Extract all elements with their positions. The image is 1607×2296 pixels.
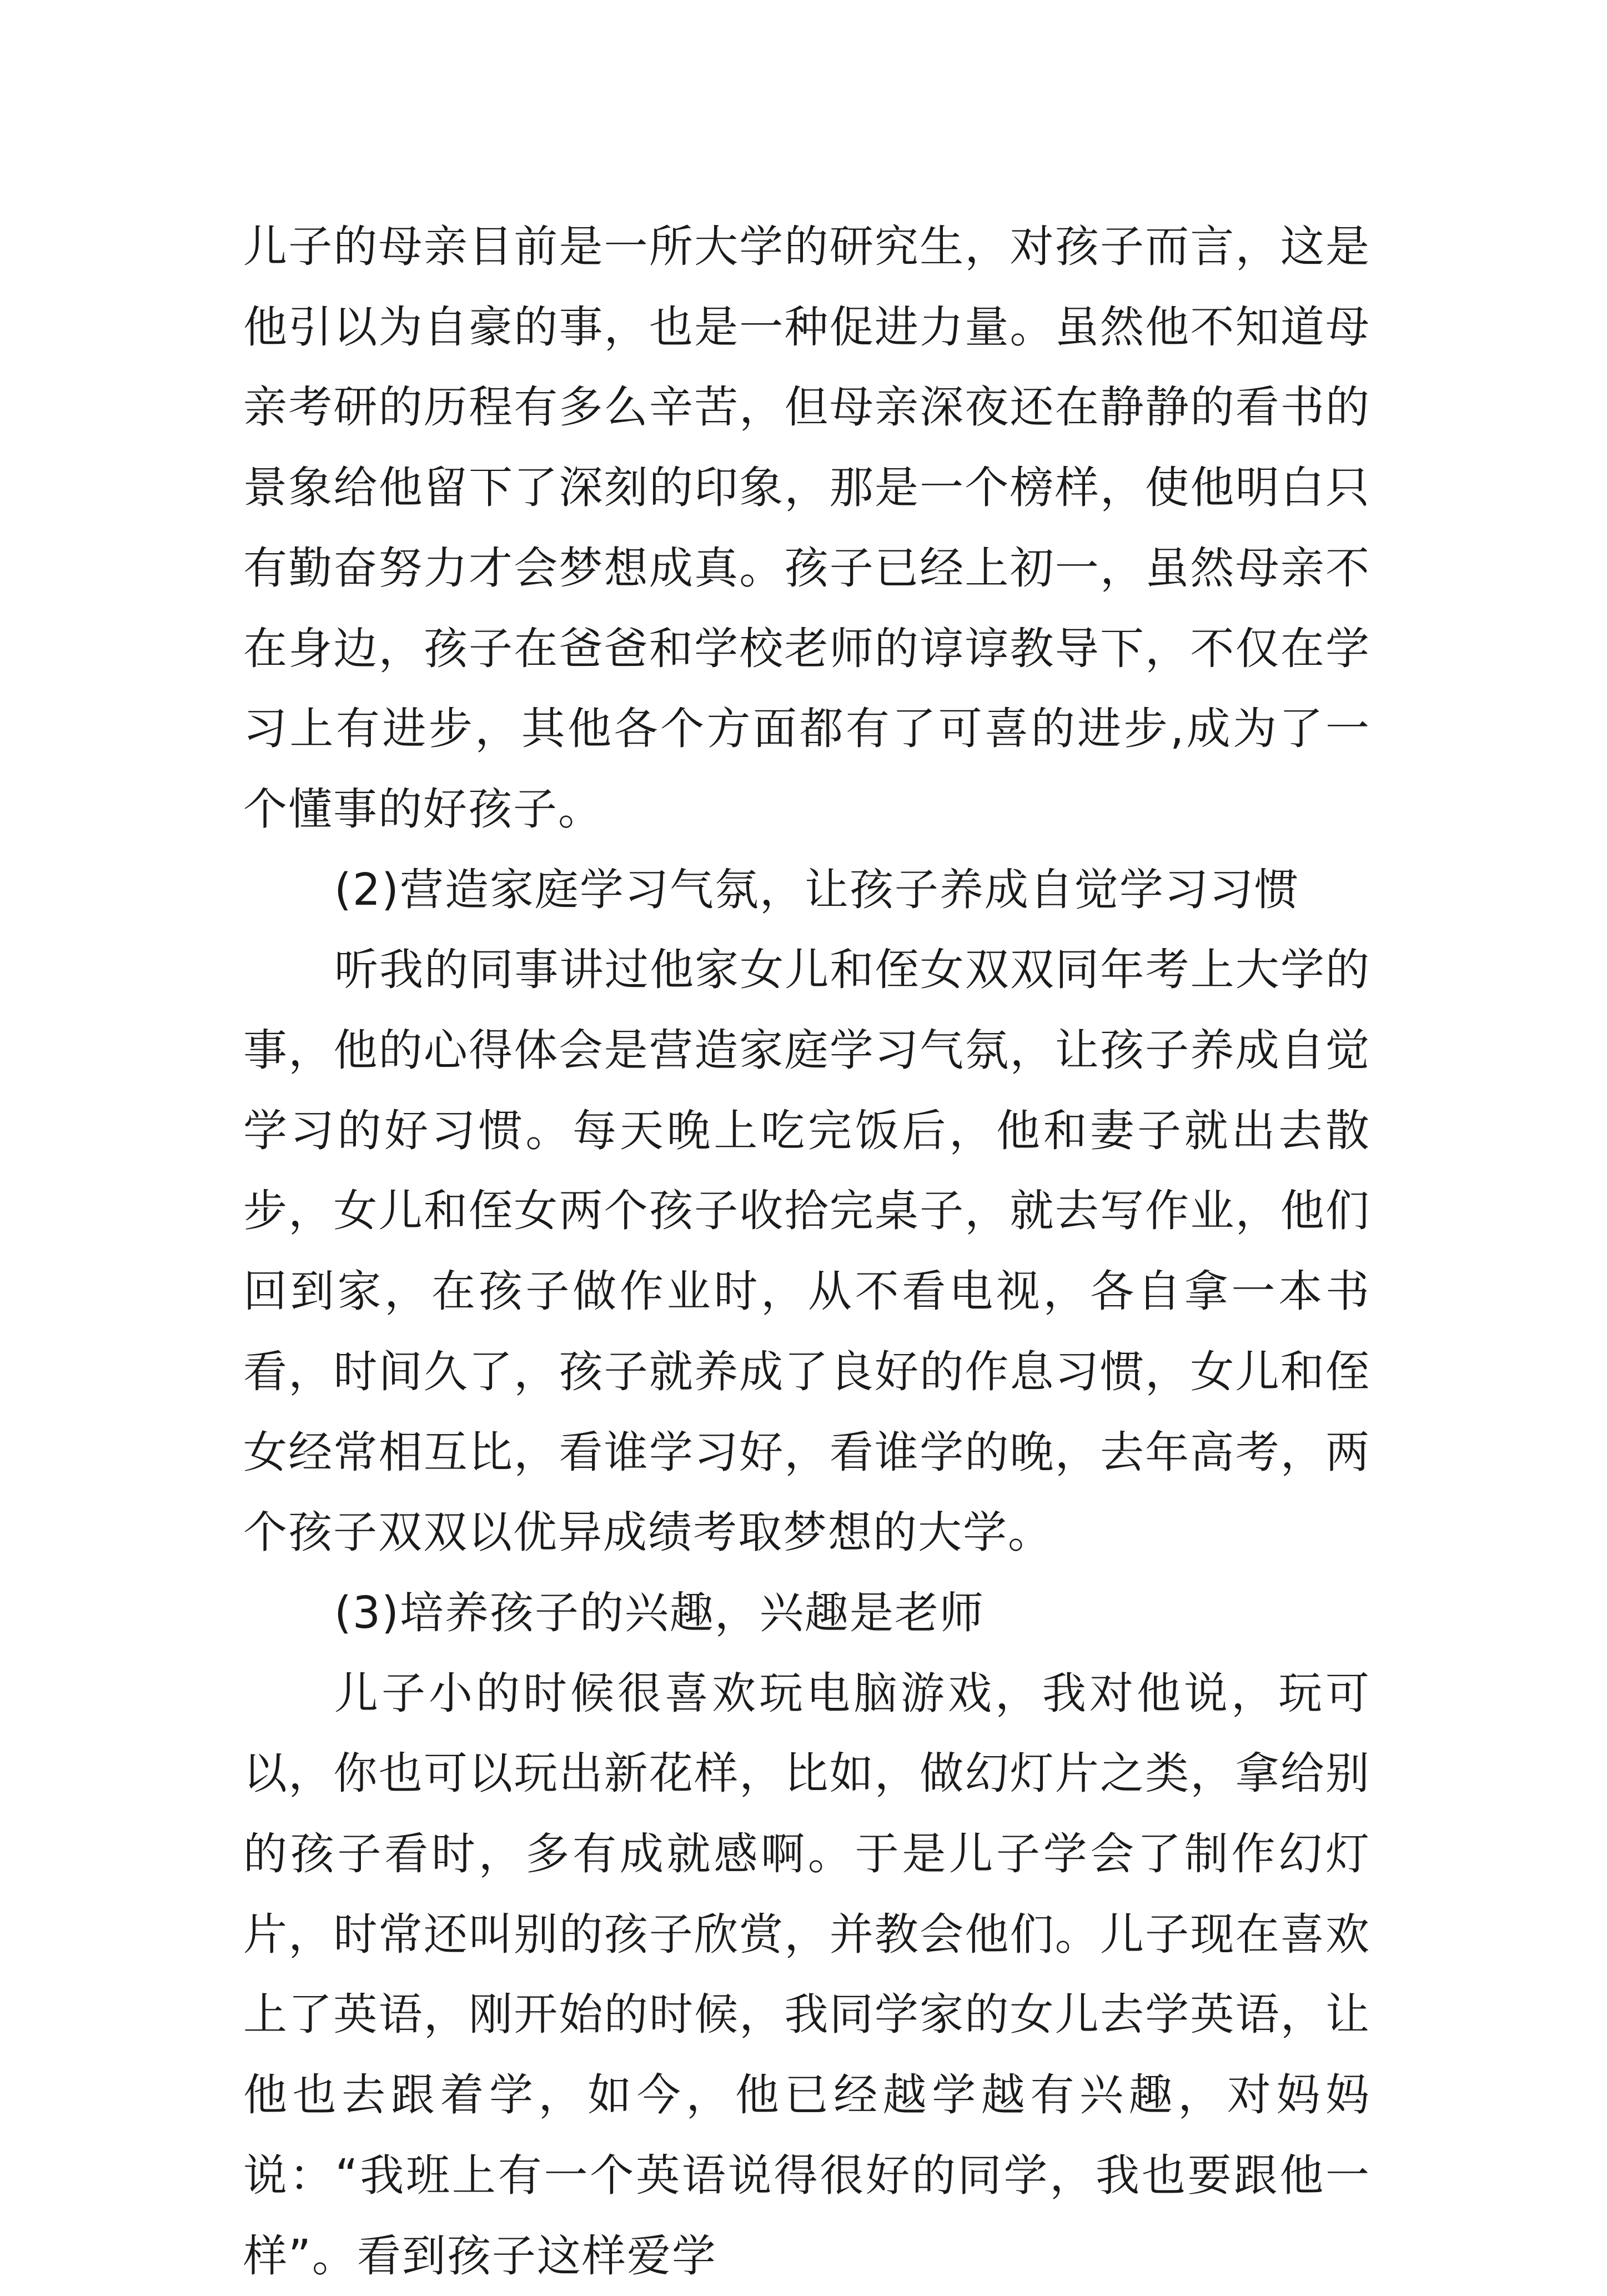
section-heading: (2)营造家庭学习气氛，让孩子养成自觉学习习惯	[334, 864, 1299, 915]
section-heading: (3)培养孩子的兴趣，兴趣是老师	[334, 1587, 985, 1638]
document-body	[243, 207, 1370, 2296]
body-paragraph: 儿子小的时候很喜欢玩电脑游戏，我对他说，玩可以，你也可以玩出新花样，比如，做幻灯片之类，拿给别的孩子看时，多有成就感啊。于是儿子学会了制作幻灯片，时常还叫别的孩子欣赏，并教会他们。儿子现在喜欢上了英语，刚开始的时候，我同学家的女儿去学英语，让他也去跟着学，如今，他已经越学越有兴趣，对妈妈说：“我班上有一个英语说得很好的同学，我也要跟他一样”。看到孩子这样爱学	[243, 1667, 1370, 2282]
body-paragraph: 儿子的母亲目前是一所大学的研究生，对孩子而言，这是他引以为自豪的事，也是一种促进力量。虽然他不知道母亲考研的历程有多么辛苦，但母亲深夜还在静静的看书的景象给他留下了深刻的印象，那是一个榜样，使他明白只有勤奋努力才会梦想成真。孩子已经上初一，虽然母亲不在身边，孩子在爸爸和学校老师的谆谆教导下，不仅在学习上有进步，其他各个方面都有了可喜的进步,成为了一个懂事的好孩子。	[243, 221, 1370, 835]
body-paragraph: 听我的同事讲过他家女儿和侄女双双同年考上大学的事，他的心得体会是营造家庭学习气氛，让孩子养成自觉学习的好习惯。每天晚上吃完饭后，他和妻子就出去散步，女儿和侄女两个孩子收拾完桌子，就去写作业，他们回到家，在孩子做作业时，从不看电视，各自拿一本书看，时间久了，孩子就养成了良好的作息习惯，女儿和侄女经常相互比，看谁学习好，看谁学的晚，去年高考，两个孩子双双以优异成绩考取梦想的大学。	[243, 944, 1370, 1558]
